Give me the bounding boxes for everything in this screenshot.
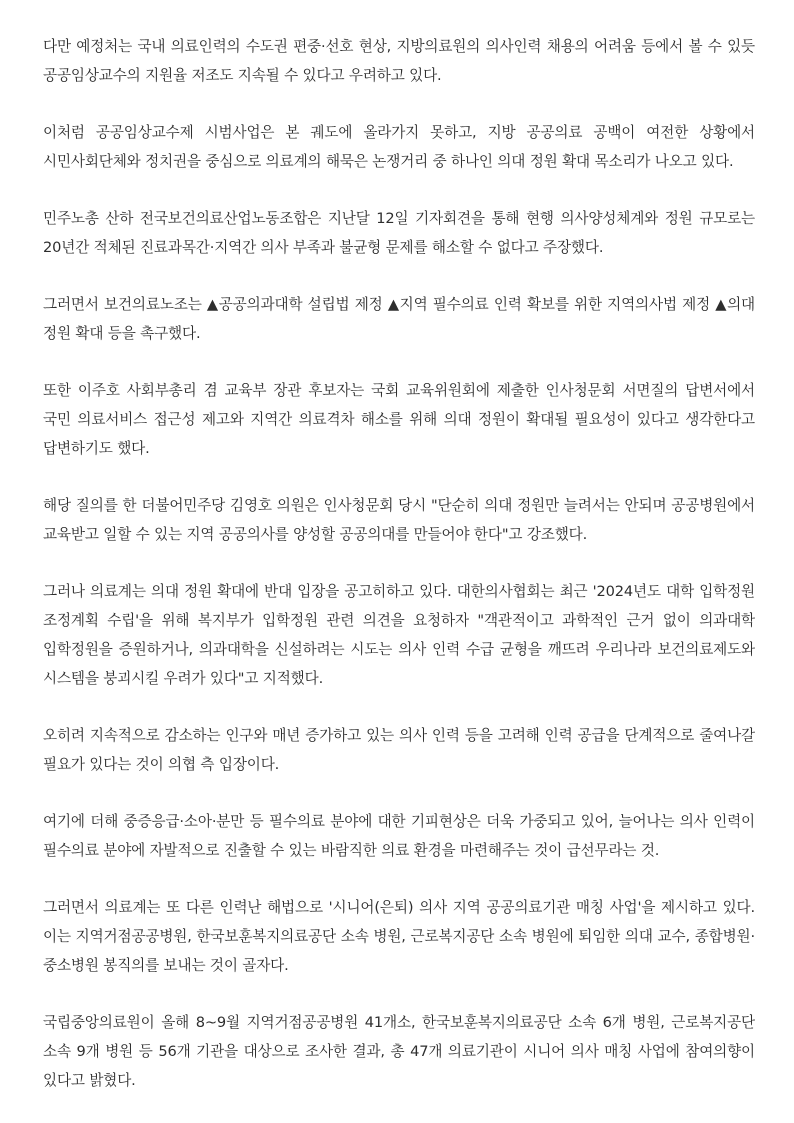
paragraph: 그러나 의료계는 의대 정원 확대에 반대 입장을 공고히하고 있다. 대한의사협회는 최근 '2024년도 대학 입학정원 조정계획 수립'을 위해 복지부가 입학정원 관련 의견을 요청하자 "객관적이고 과학적인 근거 없이 의과대학 입학정원을 증원하거나, 의과대학을 신설하려는 시도는 의사 인력 수급 균형을 깨뜨려 우리나라 보건의료제도와 시스템을 붕괴시킬 우려가 있다"고 지적했다.: [43, 583, 755, 687]
paragraph: 오히려 지속적으로 감소하는 인구와 매년 증가하고 있는 의사 인력 등을 고려해 인력 공급을 단계적으로 줄여나갈 필요가 있다는 것이 의협 측 입장이다.: [43, 727, 755, 773]
paragraph: 그러면서 의료계는 또 다른 인력난 해법으로 '시니어(은퇴) 의사 지역 공공의료기관 매칭 사업'을 제시하고 있다. 이는 지역거점공공병원, 한국보훈복지의료공단 소속 병원, 근로복지공단 소속 병원에 퇴임한 의대 교수, 종합병원·중소병원 봉직의를 보내는 것이 골자다.: [43, 899, 755, 974]
paragraph: 이처럼 공공임상교수제 시범사업은 본 궤도에 올라가지 못하고, 지방 공공의료 공백이 여전한 상황에서 시민사회단체와 정치권을 중심으로 의료계의 해묵은 논쟁거리 중 하나인 의대 정원 확대 목소리가 나오고 있다.: [43, 124, 755, 170]
article-body: [43, 32, 755, 1123]
paragraph: 다만 예정처는 국내 의료인력의 수도권 편중·선호 현상, 지방의료원의 의사인력 채용의 어려움 등에서 볼 수 있듯 공공임상교수의 지원율 저조도 지속될 수 있다고 우려하고 있다.: [43, 38, 755, 84]
paragraph: 민주노총 산하 전국보건의료산업노동조합은 지난달 12일 기자회견을 통해 현행 의사양성체계와 정원 규모로는 20년간 적체된 진료과목간·지역간 의사 부족과 불균형 문제를 해소할 수 없다고 주장했다.: [43, 210, 755, 256]
paragraph: 해당 질의를 한 더불어민주당 김영호 의원은 인사청문회 당시 "단순히 의대 정원만 늘려서는 안되며 공공병원에서 교육받고 일할 수 있는 지역 공공의사를 양성할 공공의대를 만들어야 한다"고 강조했다.: [43, 497, 755, 543]
paragraph: 또한 이주호 사회부총리 겸 교육부 장관 후보자는 국회 교육위원회에 제출한 인사청문회 서면질의 답변서에서 국민 의료서비스 접근성 제고와 지역간 의료격차 해소를 위해 의대 정원이 확대될 필요성이 있다고 생각한다고 답변하기도 했다.: [43, 382, 755, 457]
paragraph: 그러면서 보건의료노조는 ▲공공의과대학 설립법 제정 ▲지역 필수의료 인력 확보를 위한 지역의사법 제정 ▲의대 정원 확대 등을 촉구했다.: [43, 296, 755, 342]
paragraph: 여기에 더해 중증응급·소아·분만 등 필수의료 분야에 대한 기피현상은 더욱 가중되고 있어, 늘어나는 의사 인력이 필수의료 분야에 자발적으로 진출할 수 있는 바람직한 의료 환경을 마련해주는 것이 급선무라는 것.: [43, 813, 755, 859]
paragraph: 국립중앙의료원이 올해 8~9월 지역거점공공병원 41개소, 한국보훈복지의료공단 소속 6개 병원, 근로복지공단 소속 9개 병원 등 56개 기관을 대상으로 조사한 결과, 총 47개 의료기관이 시니어 의사 매칭 사업에 참여의향이 있다고 밝혔다.: [43, 1014, 755, 1089]
